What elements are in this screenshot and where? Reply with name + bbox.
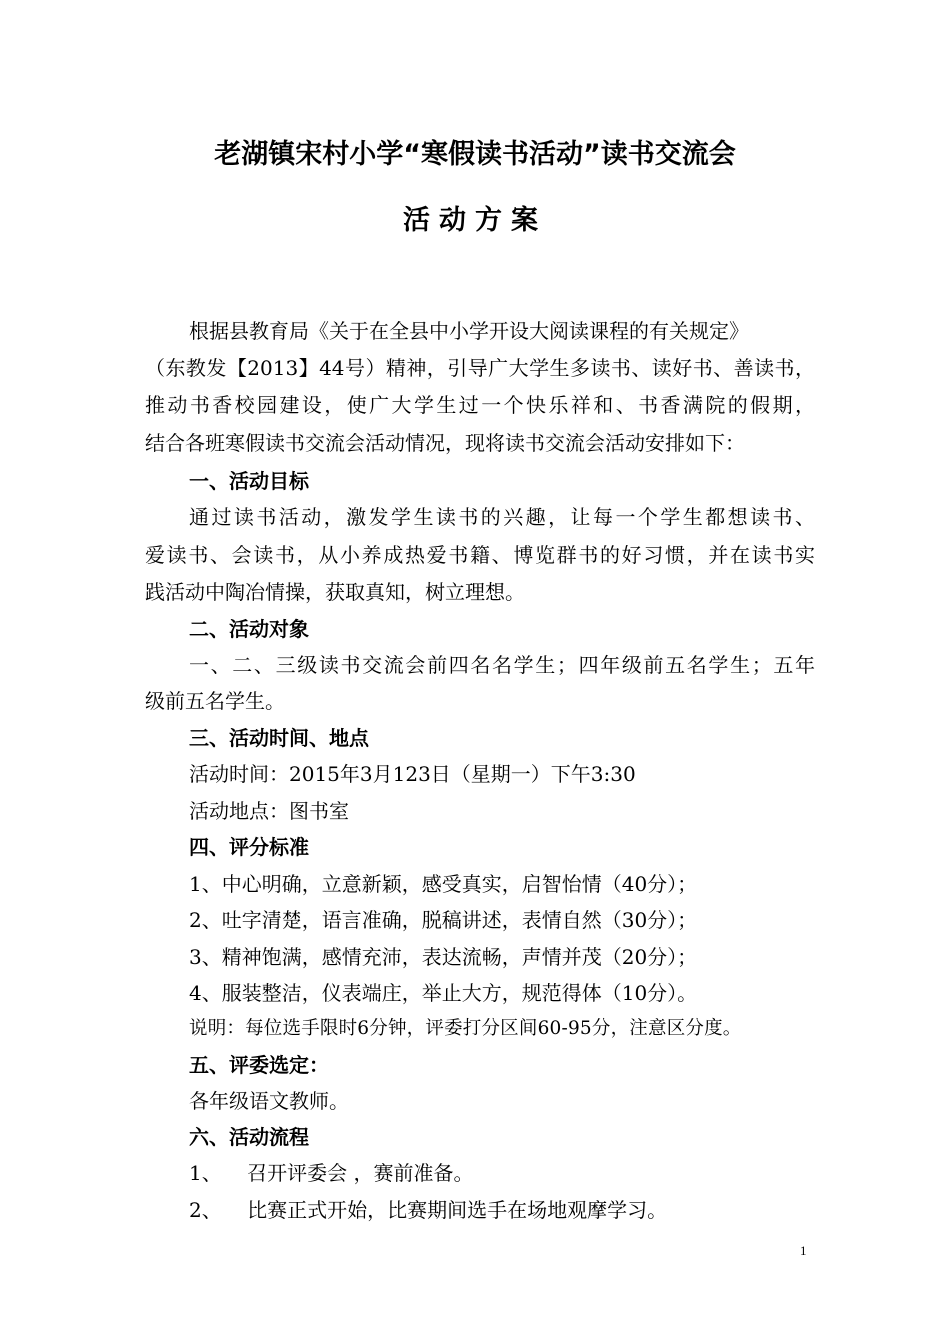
scoring-item-1: 1、中心明确，立意新颖，感受真实，启智怡情（40分）；	[189, 872, 698, 896]
document-subtitle: 活动方案	[403, 205, 547, 236]
intro-line-3: 推动书香校园建设，使广大学生过一个快乐祥和、书香满院的假期，	[145, 393, 815, 417]
section-heading-judges: 五、评委选定：	[189, 1053, 329, 1077]
intro-line-1: 根据县教育局《关于在全县中小学开设大阅读课程的有关规定》	[189, 319, 749, 343]
section-heading-process: 六、活动流程	[189, 1125, 309, 1149]
goals-line-2: 爱读书、会读书，从小养成热爱书籍、博览群书的好习惯，并在读书实	[145, 543, 815, 567]
section-heading-goals: 一、活动目标	[189, 469, 309, 493]
participants-line-2: 级前五名学生。	[145, 689, 285, 713]
judges-body: 各年级语文教师。	[189, 1089, 349, 1113]
goals-line-3: 践活动中陶冶情操，获取真知，树立理想。	[145, 580, 525, 604]
scoring-note: 说明：每位选手限时6分钟，评委打分区间60-95分，注意区分度。	[189, 1018, 742, 1039]
goals-line-1: 通过读书活动，激发学生读书的兴趣，让每一个学生都想读书、	[189, 505, 815, 529]
process-step-1: 1、 召开评委会 ，赛前准备。	[189, 1161, 474, 1185]
scoring-item-3: 3、精神饱满，感情充沛，表达流畅，声情并茂（20分）；	[189, 945, 698, 969]
scoring-item-4: 4、服装整洁，仪表端庄，举止大方，规范得体（10分）。	[189, 981, 698, 1005]
process-step-2: 2、 比赛正式开始，比赛期间选手在场地观摩学习。	[189, 1198, 668, 1222]
scoring-item-2: 2、吐字清楚，语言准确，脱稿讲述，表情自然（30分）；	[189, 908, 698, 932]
section-heading-time-place: 三、活动时间、地点	[189, 726, 369, 750]
page-number: 1	[800, 1243, 807, 1258]
activity-place: 活动地点：图书室	[189, 799, 349, 823]
section-heading-scoring: 四、评分标准	[189, 835, 309, 859]
section-heading-participants: 二、活动对象	[189, 617, 309, 641]
activity-time: 活动时间：2015年3月123日（星期一）下午3:30	[189, 762, 636, 786]
participants-line-1: 一、二、三级读书交流会前四名名学生；四年级前五名学生；五年	[189, 653, 815, 677]
document-title: 老湖镇宋村小学“寒假读书活动”读书交流会	[214, 139, 736, 170]
intro-line-2: （东教发【2013】44号）精神，引导广大学生多读书、读好书、善读书，	[145, 356, 815, 380]
intro-line-4: 结合各班寒假读书交流会活动情况，现将读书交流会活动安排如下：	[145, 431, 745, 455]
